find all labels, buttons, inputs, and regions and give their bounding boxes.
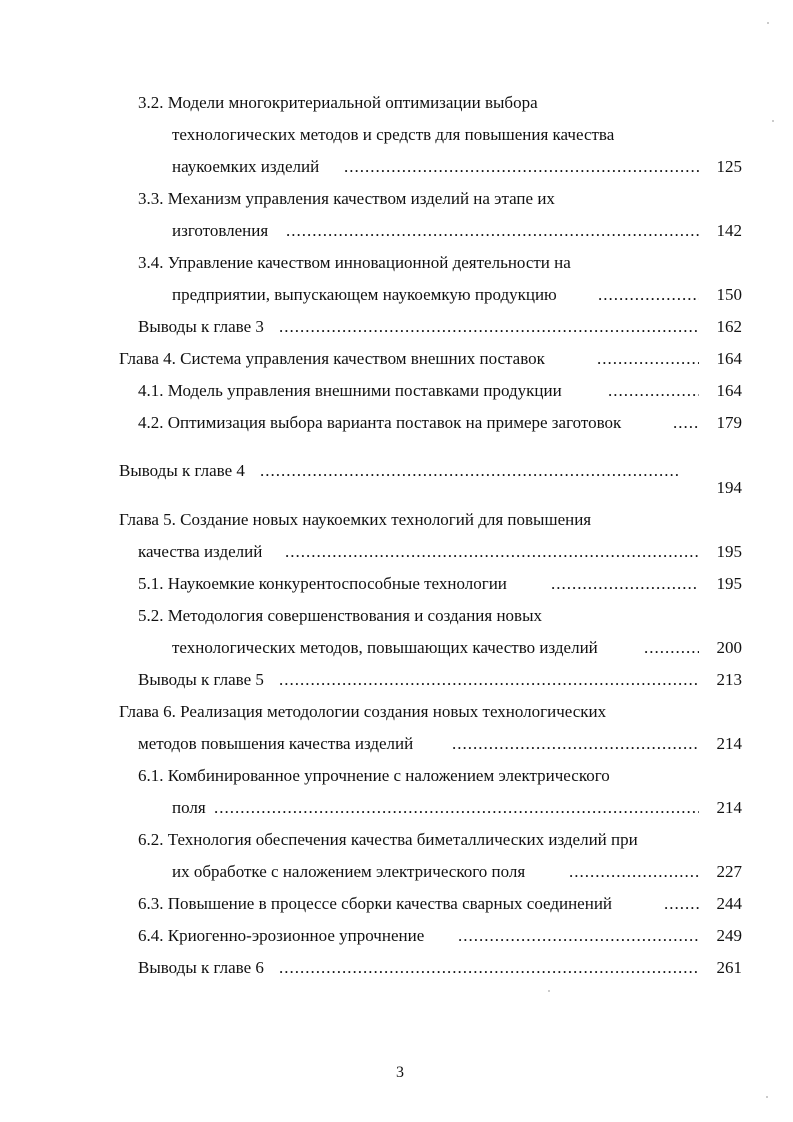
dot-leader xyxy=(551,574,699,594)
toc-page-6-2: 227 xyxy=(716,862,742,881)
dot-leader xyxy=(279,958,699,978)
scan-speck xyxy=(767,22,769,24)
toc-page-5-1: 195 xyxy=(716,574,742,593)
toc-page-conclusions-4: 194 xyxy=(716,478,742,497)
scan-speck xyxy=(766,1096,768,1098)
toc-page-4-2: 179 xyxy=(716,413,742,432)
scan-speck xyxy=(772,120,774,122)
toc-entry-3-3-line2: изготовления xyxy=(172,221,269,240)
toc-entry-5-1: 5.1. Наукоемкие конкурентоспособные технологии xyxy=(138,574,507,593)
toc-entry-5-2-line2: технологических методов, повышающих качество изделий xyxy=(172,638,598,657)
dot-leader xyxy=(279,670,699,690)
toc-entry-4-1: 4.1. Модель управления внешними поставками продукции xyxy=(138,381,562,400)
toc-entry-6-1-line2: поля xyxy=(172,798,206,817)
toc-page-5-2: 200 xyxy=(716,638,742,657)
toc-entry-3-2-line2: технологических методов и средств для повышения качества xyxy=(172,125,615,144)
toc-entry-5-2-line1: 5.2. Методология совершенствования и создания новых xyxy=(138,606,543,625)
toc-page-6-1: 214 xyxy=(716,798,742,817)
page-number: 3 xyxy=(396,1064,404,1081)
toc-entry-conclusions-3: Выводы к главе 3 xyxy=(138,317,264,336)
dot-leader xyxy=(344,157,699,177)
toc-page-6-3: 244 xyxy=(716,894,742,913)
toc-page-conclusions-5: 213 xyxy=(716,670,742,689)
toc-entry-conclusions-4: Выводы к главе 4 xyxy=(119,461,245,480)
toc-page-conclusions-3: 162 xyxy=(716,317,742,336)
dot-leader xyxy=(286,221,699,241)
toc-page-chapter-5: 195 xyxy=(716,542,742,561)
dot-leader xyxy=(214,798,699,818)
toc-entry-chapter-5-line2: качества изделий xyxy=(138,542,263,561)
dot-leader xyxy=(597,349,699,369)
toc-entry-3-2-line3: наукоемких изделий xyxy=(172,157,320,176)
toc-entry-conclusions-5: Выводы к главе 5 xyxy=(138,670,264,689)
dot-leader xyxy=(279,317,699,337)
toc-entry-3-4-line1: 3.4. Управление качеством инновационной деятельности на xyxy=(138,253,571,272)
toc-entry-6-1-line1: 6.1. Комбинированное упрочнение с наложением электрического xyxy=(138,766,610,785)
toc-page-conclusions-6: 261 xyxy=(716,958,742,977)
toc-page-3-3: 142 xyxy=(716,221,742,240)
toc-entry-conclusions-6: Выводы к главе 6 xyxy=(138,958,264,977)
dot-leader xyxy=(664,894,699,914)
toc-entry-chapter-6-line2: методов повышения качества изделий xyxy=(138,734,414,753)
toc-entry-3-2-line1: 3.2. Модели многокритериальной оптимизации выбора xyxy=(138,93,538,112)
dot-leader xyxy=(452,734,699,754)
dot-leader xyxy=(673,413,699,433)
toc-entry-chapter-6-line1: Глава 6. Реализация методологии создания новых технологических xyxy=(119,702,607,721)
toc-page-3-2: 125 xyxy=(716,157,742,176)
dot-leader xyxy=(569,862,699,882)
dot-leader xyxy=(260,461,678,481)
toc-entry-6-2-line2: их обработке с наложением электрического поля xyxy=(172,862,526,881)
dot-leader xyxy=(285,542,699,562)
dot-leader xyxy=(644,638,699,658)
toc-entry-chapter-5-line1: Глава 5. Создание новых наукоемких технологий для повышения xyxy=(119,510,592,529)
toc-page-chapter-4: 164 xyxy=(716,349,742,368)
dot-leader xyxy=(608,381,699,401)
toc-page-3-4: 150 xyxy=(716,285,742,304)
scan-speck xyxy=(548,990,550,992)
dot-leader xyxy=(598,285,699,305)
toc-entry-chapter-4: Глава 4. Система управления качеством внешних поставок xyxy=(119,349,545,368)
toc-page-4-1: 164 xyxy=(716,381,742,400)
toc-page-6-4: 249 xyxy=(716,926,742,945)
dot-leader xyxy=(458,926,699,946)
toc-entry-6-2-line1: 6.2. Технология обеспечения качества биметаллических изделий при xyxy=(138,830,638,849)
toc-entry-3-3-line1: 3.3. Механизм управления качеством изделий на этапе их xyxy=(138,189,555,208)
toc-entry-4-2: 4.2. Оптимизация выбора варианта поставок на примере заготовок xyxy=(138,413,622,432)
toc-entry-6-3: 6.3. Повышение в процессе сборки качества сварных соединений xyxy=(138,894,613,913)
toc-entry-6-4: 6.4. Криогенно-эрозионное упрочнение xyxy=(138,926,425,945)
toc-page-chapter-6: 214 xyxy=(716,734,742,753)
toc-entry-3-4-line2: предприятии, выпускающем наукоемкую продукцию xyxy=(172,285,557,304)
